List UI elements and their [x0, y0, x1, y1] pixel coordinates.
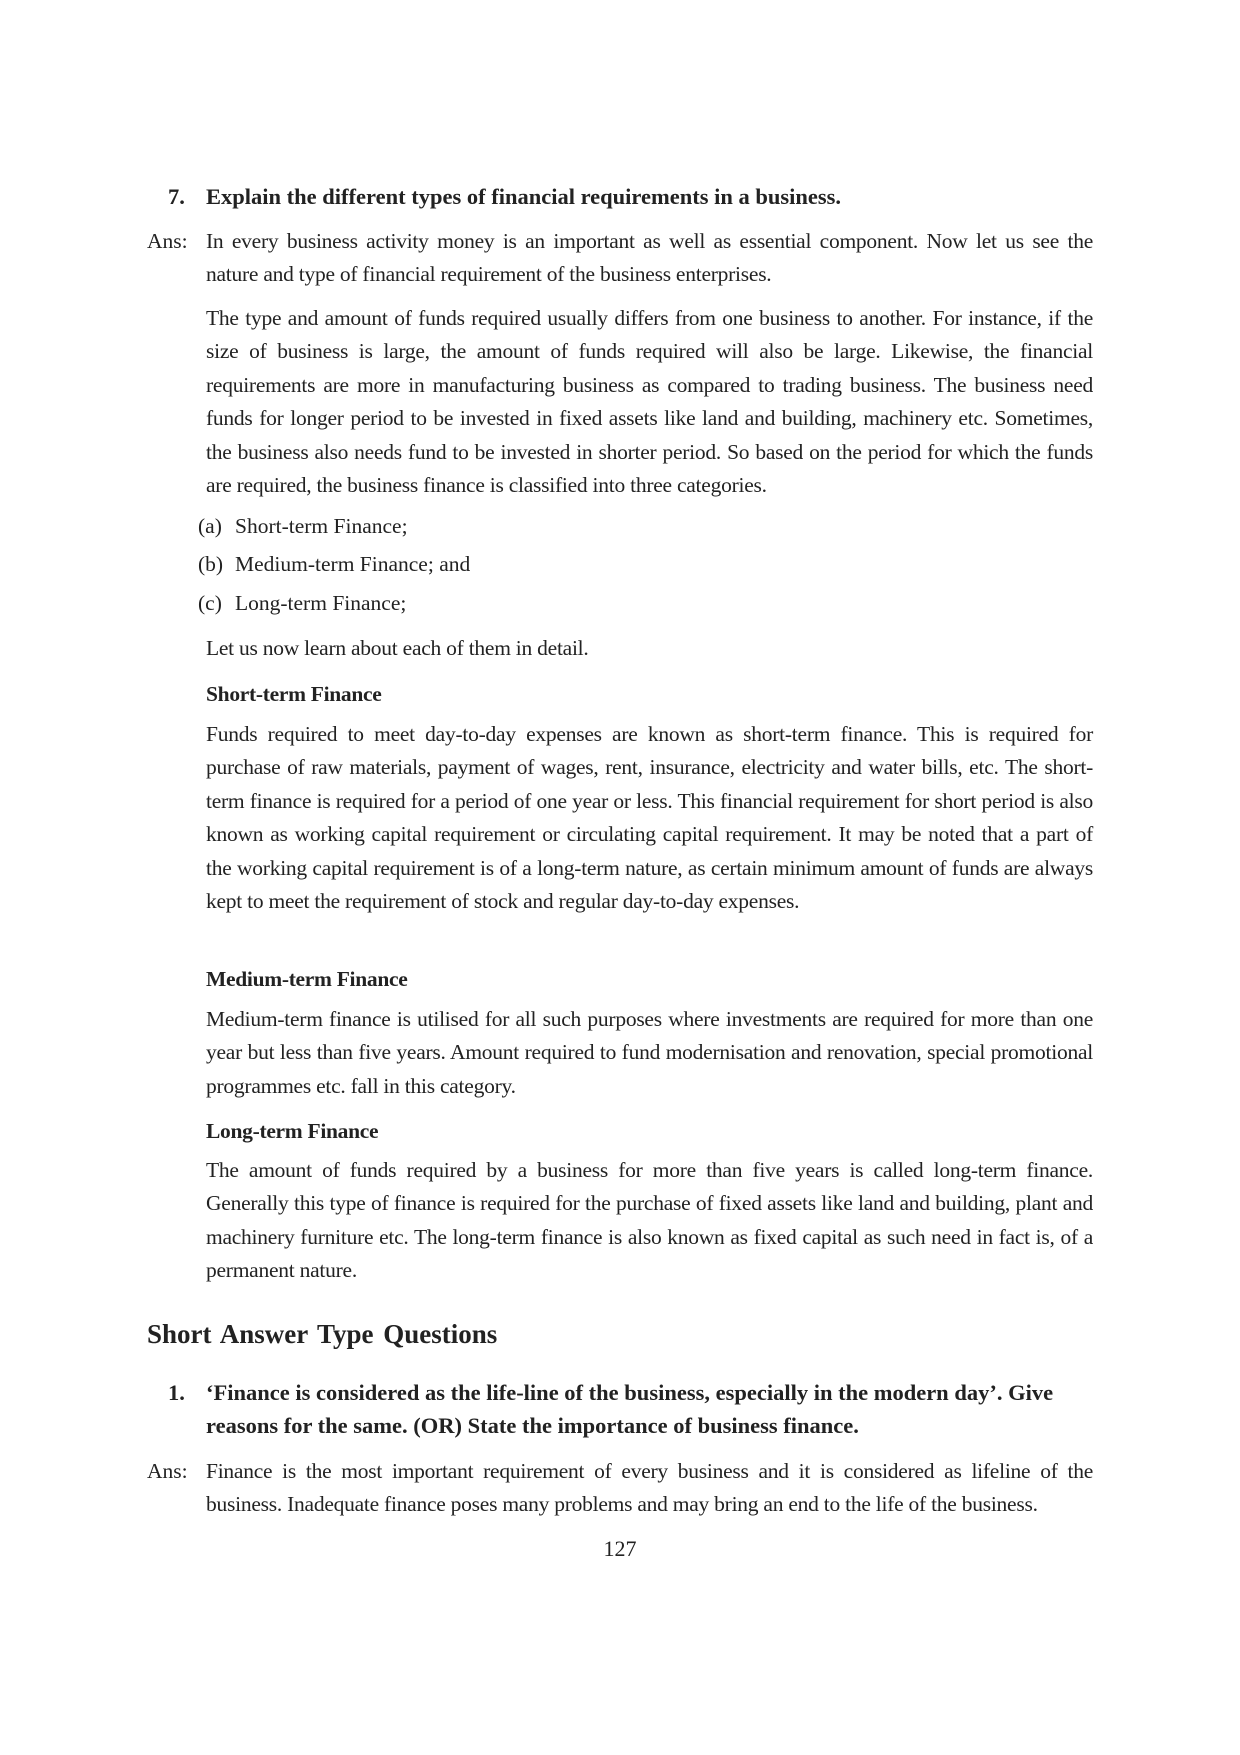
long-term-paragraph: The amount of funds required by a business for more than five years is called long-term finance. Generally this type of finance is required for the purchase of fixed assets like land and building, plant and machinery furniture etc. The long-term finance is also known as fixed capital as such need in fact is, of a permanent nature.: [206, 1158, 1093, 1283]
short-term-paragraph: Funds required to meet day-to-day expenses are known as short-term finance. This is required for purchase of raw materials, payment of wages, rent, insurance, electricity and water bills, etc. The short-term finance is required for a period of one year or less. This financial requirement for short period is also known as working capital requirement or circulating capital requirement. It may be noted that a part of the working capital requirement is of a long-term nature, as certain minimum amount of funds are always kept to meet the requirement of stock and regular day-to-day expenses.: [206, 722, 1093, 914]
list-item-long-term: [198, 588, 406, 618]
answer-paragraph-intro: In every business activity money is an important as well as essential component. Now let us see the nature and type of financial requirement of the business enterprises.: [206, 229, 1093, 287]
question-7: [168, 180, 1098, 213]
medium-term-heading: Medium-term Finance: [206, 967, 408, 991]
medium-term-paragraph: Medium-term finance is utilised for all such purposes where investments are required for more than one year but less than five years. Amount required to fund modernisation and renovation, special promotional programmes etc. fall in this category.: [206, 1007, 1093, 1098]
question-number: 1.: [168, 1380, 185, 1405]
question-number: 7.: [168, 184, 185, 209]
long-term-heading: Long-term Finance: [206, 1119, 379, 1143]
list-item-medium-term: [198, 549, 470, 579]
answer-paragraph: Finance is the most important requirement of every business and it is considered as lifeline of the business. Inadequate finance poses many problems and may bring an end to the life of the business.: [206, 1459, 1093, 1517]
list-item-label: (c): [198, 591, 222, 615]
answer-paragraph-types: The type and amount of funds required usually differs from one business to another. For instance, if the size of business is large, the amount of funds required will also be large. Likewise, the financial requirements are more in manufacturing business as compared to trading business. The business need funds for longer period to be invested in fixed assets like land and building, machinery etc. Sometimes, the business also needs fund to be invested in shorter period. So based on the period for which the funds are required, the business finance is classified into three categories.: [206, 306, 1093, 498]
intro-sentence: Let us now learn about each of them in detail.: [206, 636, 589, 660]
answer-label: Ans:: [147, 1459, 188, 1483]
list-item-label: (b): [198, 552, 224, 576]
question-text: Explain the different types of financial requirements in a business.: [206, 184, 842, 209]
question-1: [168, 1376, 1098, 1442]
section-title: Short Answer Type Questions: [147, 1319, 498, 1349]
short-term-heading: Short-term Finance: [206, 682, 382, 706]
answer-label: Ans:: [147, 229, 188, 253]
list-item-short-term: [198, 511, 408, 541]
list-item-text: Long-term Finance;: [235, 591, 407, 615]
question-text: ‘Finance is considered as the life-line of the business, especially in the modern day’. Give reasons for the same. (OR) State the importance of business finance.: [206, 1380, 1054, 1438]
list-item-label: (a): [198, 514, 222, 538]
list-item-text: Short-term Finance;: [235, 514, 408, 538]
list-item-text: Medium-term Finance; and: [235, 552, 471, 576]
page-number: 127: [603, 1536, 637, 1561]
